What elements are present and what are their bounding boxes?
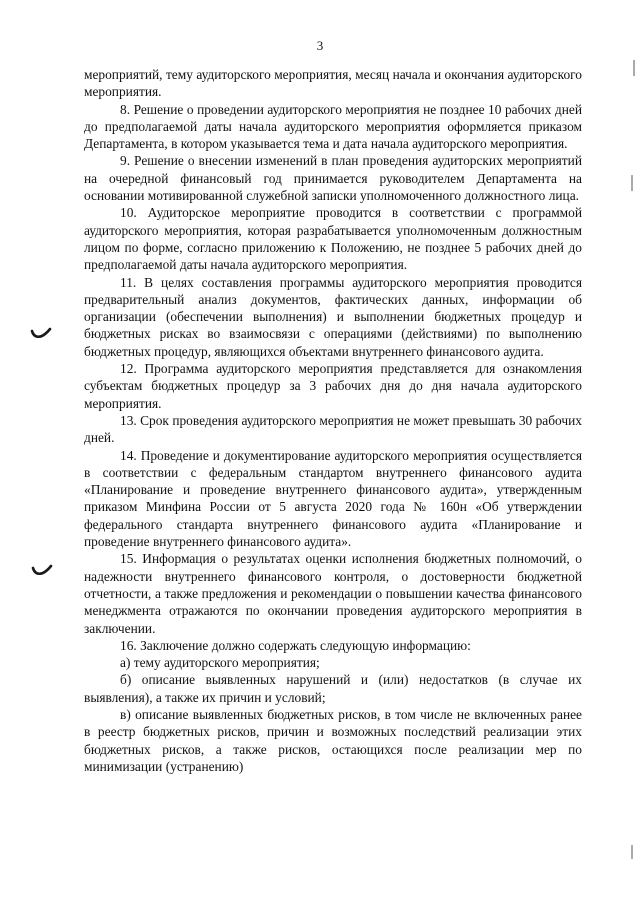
paragraph: 11. В целях составления программы аудиторского мероприятия проводится предварительный анализ документов, фактических данных, информации об организации (обеспечении выполнения) и выполнении бюджетных процедур и бюджетных рисках во взаимосвязи с операциями (действиями) по выполнению бюджетных процедур, являющихся объектами внутреннего финансового аудита. [84,274,582,359]
scan-edge-mark-icon [630,845,634,859]
paragraph: 15. Информация о результатах оценки исполнения бюджетных полномочий, о надежности внутреннего финансового контроля, о достоверности бюджетной отчетности, а также предложения и рекомендации о повышении качества финансового менеджмента отражаются по окончании проведения аудиторского мероприятия в заключении. [84,551,582,636]
paragraph: 9. Решение о внесении изменений в план проведения аудиторских мероприятий на очередной финансовый год принимается руководителем Департамента на основании мотивированной служебной записки уполномоченного должностного лица. [84,153,582,204]
paragraph: б) описание выявленных нарушений и (или) недостатков (в случае их выявления), а также их причин и условий; [84,672,582,705]
check-mark-icon [31,563,53,579]
paragraph: 10. Аудиторское мероприятие проводится в соответствии с программой аудиторского мероприятия, которая разрабатывается уполномоченным должностным лицом по форме, согласно приложению к Положению, не позднее 5 рабочих дней до предполагаемой даты начала аудиторского мероприятия. [84,205,582,273]
check-mark-icon [30,326,52,342]
paragraph: в) описание выявленных бюджетных рисков, в том числе не включенных ранее в реестр бюджетных рисков, причин и возможных последствий реализации этих бюджетных рисков, а также рисков, остающихся после реализации мер по минимизации (устранению) [84,706,582,774]
scan-edge-mark-icon [632,60,636,76]
paragraph: мероприятий, тему аудиторского мероприятия, месяц начала и окончания аудиторского мероприятия. [84,67,582,100]
paragraph: 13. Срок проведения аудиторского мероприятия не может превышать 30 рабочих дней. [84,412,582,446]
page-number: 3 [316,38,324,53]
scan-edge-mark-icon [630,175,634,191]
paragraph: 8. Решение о проведении аудиторского мероприятия не позднее 10 рабочих дней до предполагаемой даты начала аудиторского мероприятия оформляется приказом Департамента, в котором указывается тема и дата начала аудиторского мероприятия. [84,101,582,152]
document-body [84,66,582,775]
paragraph: 12. Программа аудиторского мероприятия представляется для ознакомления субъектам бюджетных процедур за 3 рабочих дня до дня начала аудиторского мероприятия. [84,361,582,411]
paragraph: 14. Проведение и документирование аудиторского мероприятия осуществляется в соответствии с федеральным стандартом внутреннего финансового аудита «Планирование и проведение внутреннего финансового аудита», утвержденным приказом Минфина России от 5 августа 2020 года № 160н «Об утверждении федерального стандарта внутреннего финансового аудита «Планирование и проведение внутреннего финансового аудита». [84,447,582,550]
paragraph: 16. Заключение должно содержать следующую информацию: [120,637,471,653]
paragraph: а) тему аудиторского мероприятия; [120,655,320,671]
